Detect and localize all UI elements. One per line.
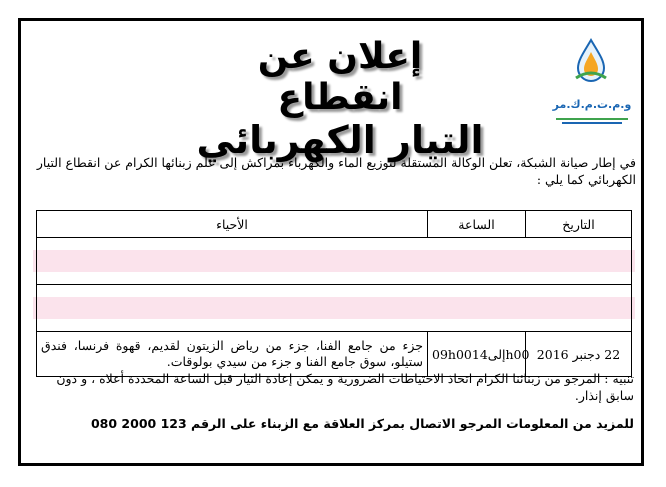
cell-places: جزء من جامع الفنا، جزء من رياض الزيتون لقديم، قهوة فرنسا، فندق ستيلو، سوق جامع الفنا و جزء من سيدي بولوقات.	[37, 332, 428, 377]
table-header-row	[37, 211, 632, 238]
cell-date: 22 دجنبر 2016	[526, 332, 632, 377]
redacted-cell	[37, 238, 632, 285]
header-places: الأحياء	[37, 211, 428, 238]
notice-title	[190, 36, 490, 162]
intro-paragraph: في إطار صيانة الشبكة، تعلن الوكالة المستقلة لتوزيع الماء والكهرباء بمراكش إلى علم زبنائها الكرام عن انقطاع التيار الكهربائي كما يلي :	[36, 155, 636, 187]
water-drop-icon	[574, 38, 608, 84]
contact-line: للمزيد من المعلومات المرجو الاتصال بمركز العلاقة مع الزبناء على الرقم 123 2000 080	[90, 416, 634, 431]
redaction-bar	[33, 250, 635, 272]
title-line-2: التيار الكهربائي	[196, 117, 484, 162]
redacted-row	[37, 285, 632, 332]
header-time: الساعة	[428, 211, 526, 238]
logo-tagline-graphic	[556, 116, 628, 126]
redacted-row	[37, 238, 632, 285]
warning-note: تنبيه : المرجو من زبنائنا الكرام اتخاذ الاحتياطات الضرورية و يمكن إعادة التيار قبل الساعة المحددة أعلاه ، و دون سابق إنذار.	[56, 371, 634, 403]
agency-logo	[550, 36, 634, 136]
outage-schedule-table	[36, 210, 632, 377]
title-line-1: إعلان عن انقطاع	[257, 36, 423, 119]
cell-time: 09h00إلى14h00	[428, 332, 526, 377]
logo-acronym: و.م.ت.م.ك.مر	[552, 98, 632, 111]
redaction-bar	[33, 297, 635, 319]
header-date: التاريخ	[526, 211, 632, 238]
redacted-cell	[37, 285, 632, 332]
